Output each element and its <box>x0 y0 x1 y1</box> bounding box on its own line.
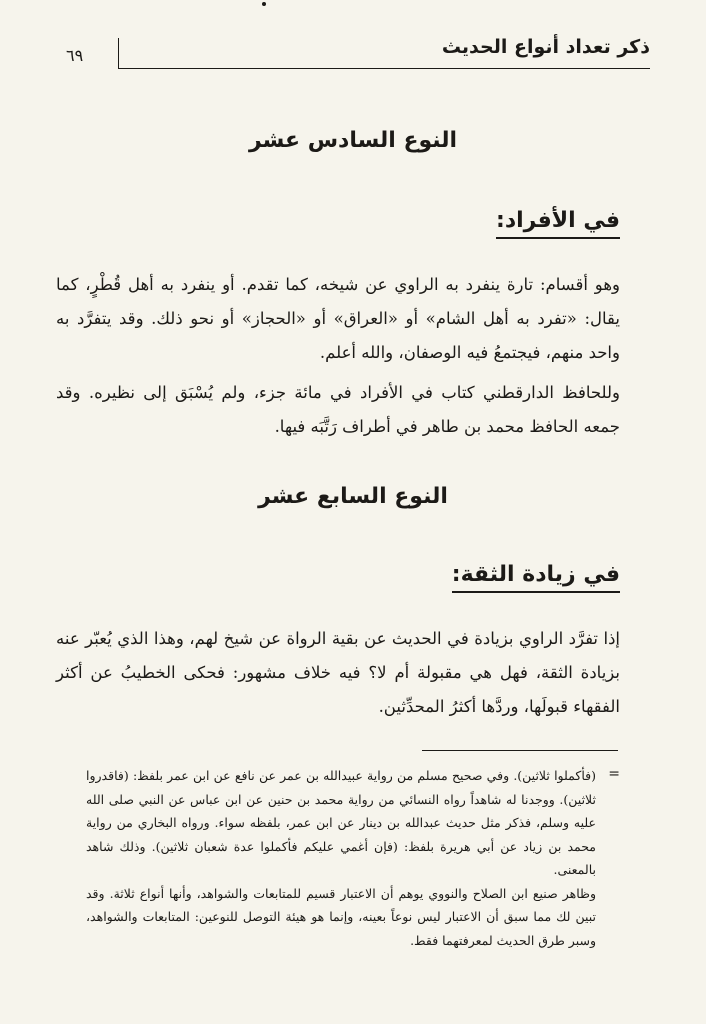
footnote-separator <box>422 750 618 751</box>
section-16-subheading: في الأفراد: <box>496 208 620 239</box>
footnotes <box>86 764 596 952</box>
footnote-paragraph: (فأكملوا ثلاثين). وفي صحيح مسلم من رواية عبيدالله بن عمر عن نافع عن ابن عمر بلفظ: (فاقدروا ثلاثين). ووجدنا له شاهداً رواه النسائي من رواية محمد بن حنين عن ابن عباس عن النبي صلى الله عليه وسلم، فذكر مثل حديث عبدالله بن دينار عن ابن عمر، بلفظه سواء. ورواه البخاري من رواية محمد بن زياد عن أبي هريرة بلفظ: (فإن أغمي عليكم فأكملوا عدة شعبان ثلاثين). وذلك شاهد بالمعنى. <box>86 768 596 877</box>
paragraph: وهو أقسام: تارة ينفرد به الراوي عن شيخه، كما تقدم. أو ينفرد به أهل قُطْرٍ، كما يقال: «تفرد به أهل الشام» أو «العراق» أو «الحجاز» أو نحو ذلك. وقد يتفرَّد به واحد منهم، فيجتمعُ فيه الوصفان، والله أعلم. <box>56 275 620 362</box>
section-17-subheading: في زيادة الثقة: <box>452 562 620 593</box>
page-number: ٦٩ <box>66 46 84 65</box>
section-16-body <box>56 268 620 444</box>
ink-dot <box>262 2 266 6</box>
paragraph: إذا تفرَّد الراوي بزيادة في الحديث عن بقية الرواة عن شيخ لهم، وهذا الذي يُعبّر عنه بزيادة الثقة، فهل هي مقبولة أم لا؟ فيه خلاف مشهور: فحكى الخطيبُ عن أكثر الفقهاء قبولَها، وردَّها أكثرُ المحدِّثين. <box>56 629 620 716</box>
paragraph: وللحافظ الدارقطني كتاب في الأفراد في مائة جزء، ولم يُسْبَق إلى نظيره. وقد جمعه الحافظ محمد بن طاهر في أطراف رَتَّبَه فيها. <box>56 383 620 436</box>
header-corner-rule <box>118 38 119 69</box>
footnote-continuation-marker: = <box>608 766 620 782</box>
footnote-paragraph: وظاهر صنيع ابن الصلاح والنووي يوهم أن الاعتبار قسيم للمتابعات والشواهد، وأنها أنواع ثلاثة. وقد تبين لك مما سبق أن الاعتبار ليس نوعاً بعينه، وإنما هو هيئة التوصل للنوعين: المتابعات والشواهد، وسبر طرق الحديث لمعرفتهما فقط. <box>86 885 596 948</box>
running-header-title: ذكر تعداد أنواع الحديث <box>441 36 650 58</box>
header-rule <box>118 68 650 69</box>
section-16-heading: النوع السادس عشر <box>248 128 458 153</box>
section-17-body <box>56 622 620 724</box>
section-17-heading: النوع السابع عشر <box>258 484 448 509</box>
